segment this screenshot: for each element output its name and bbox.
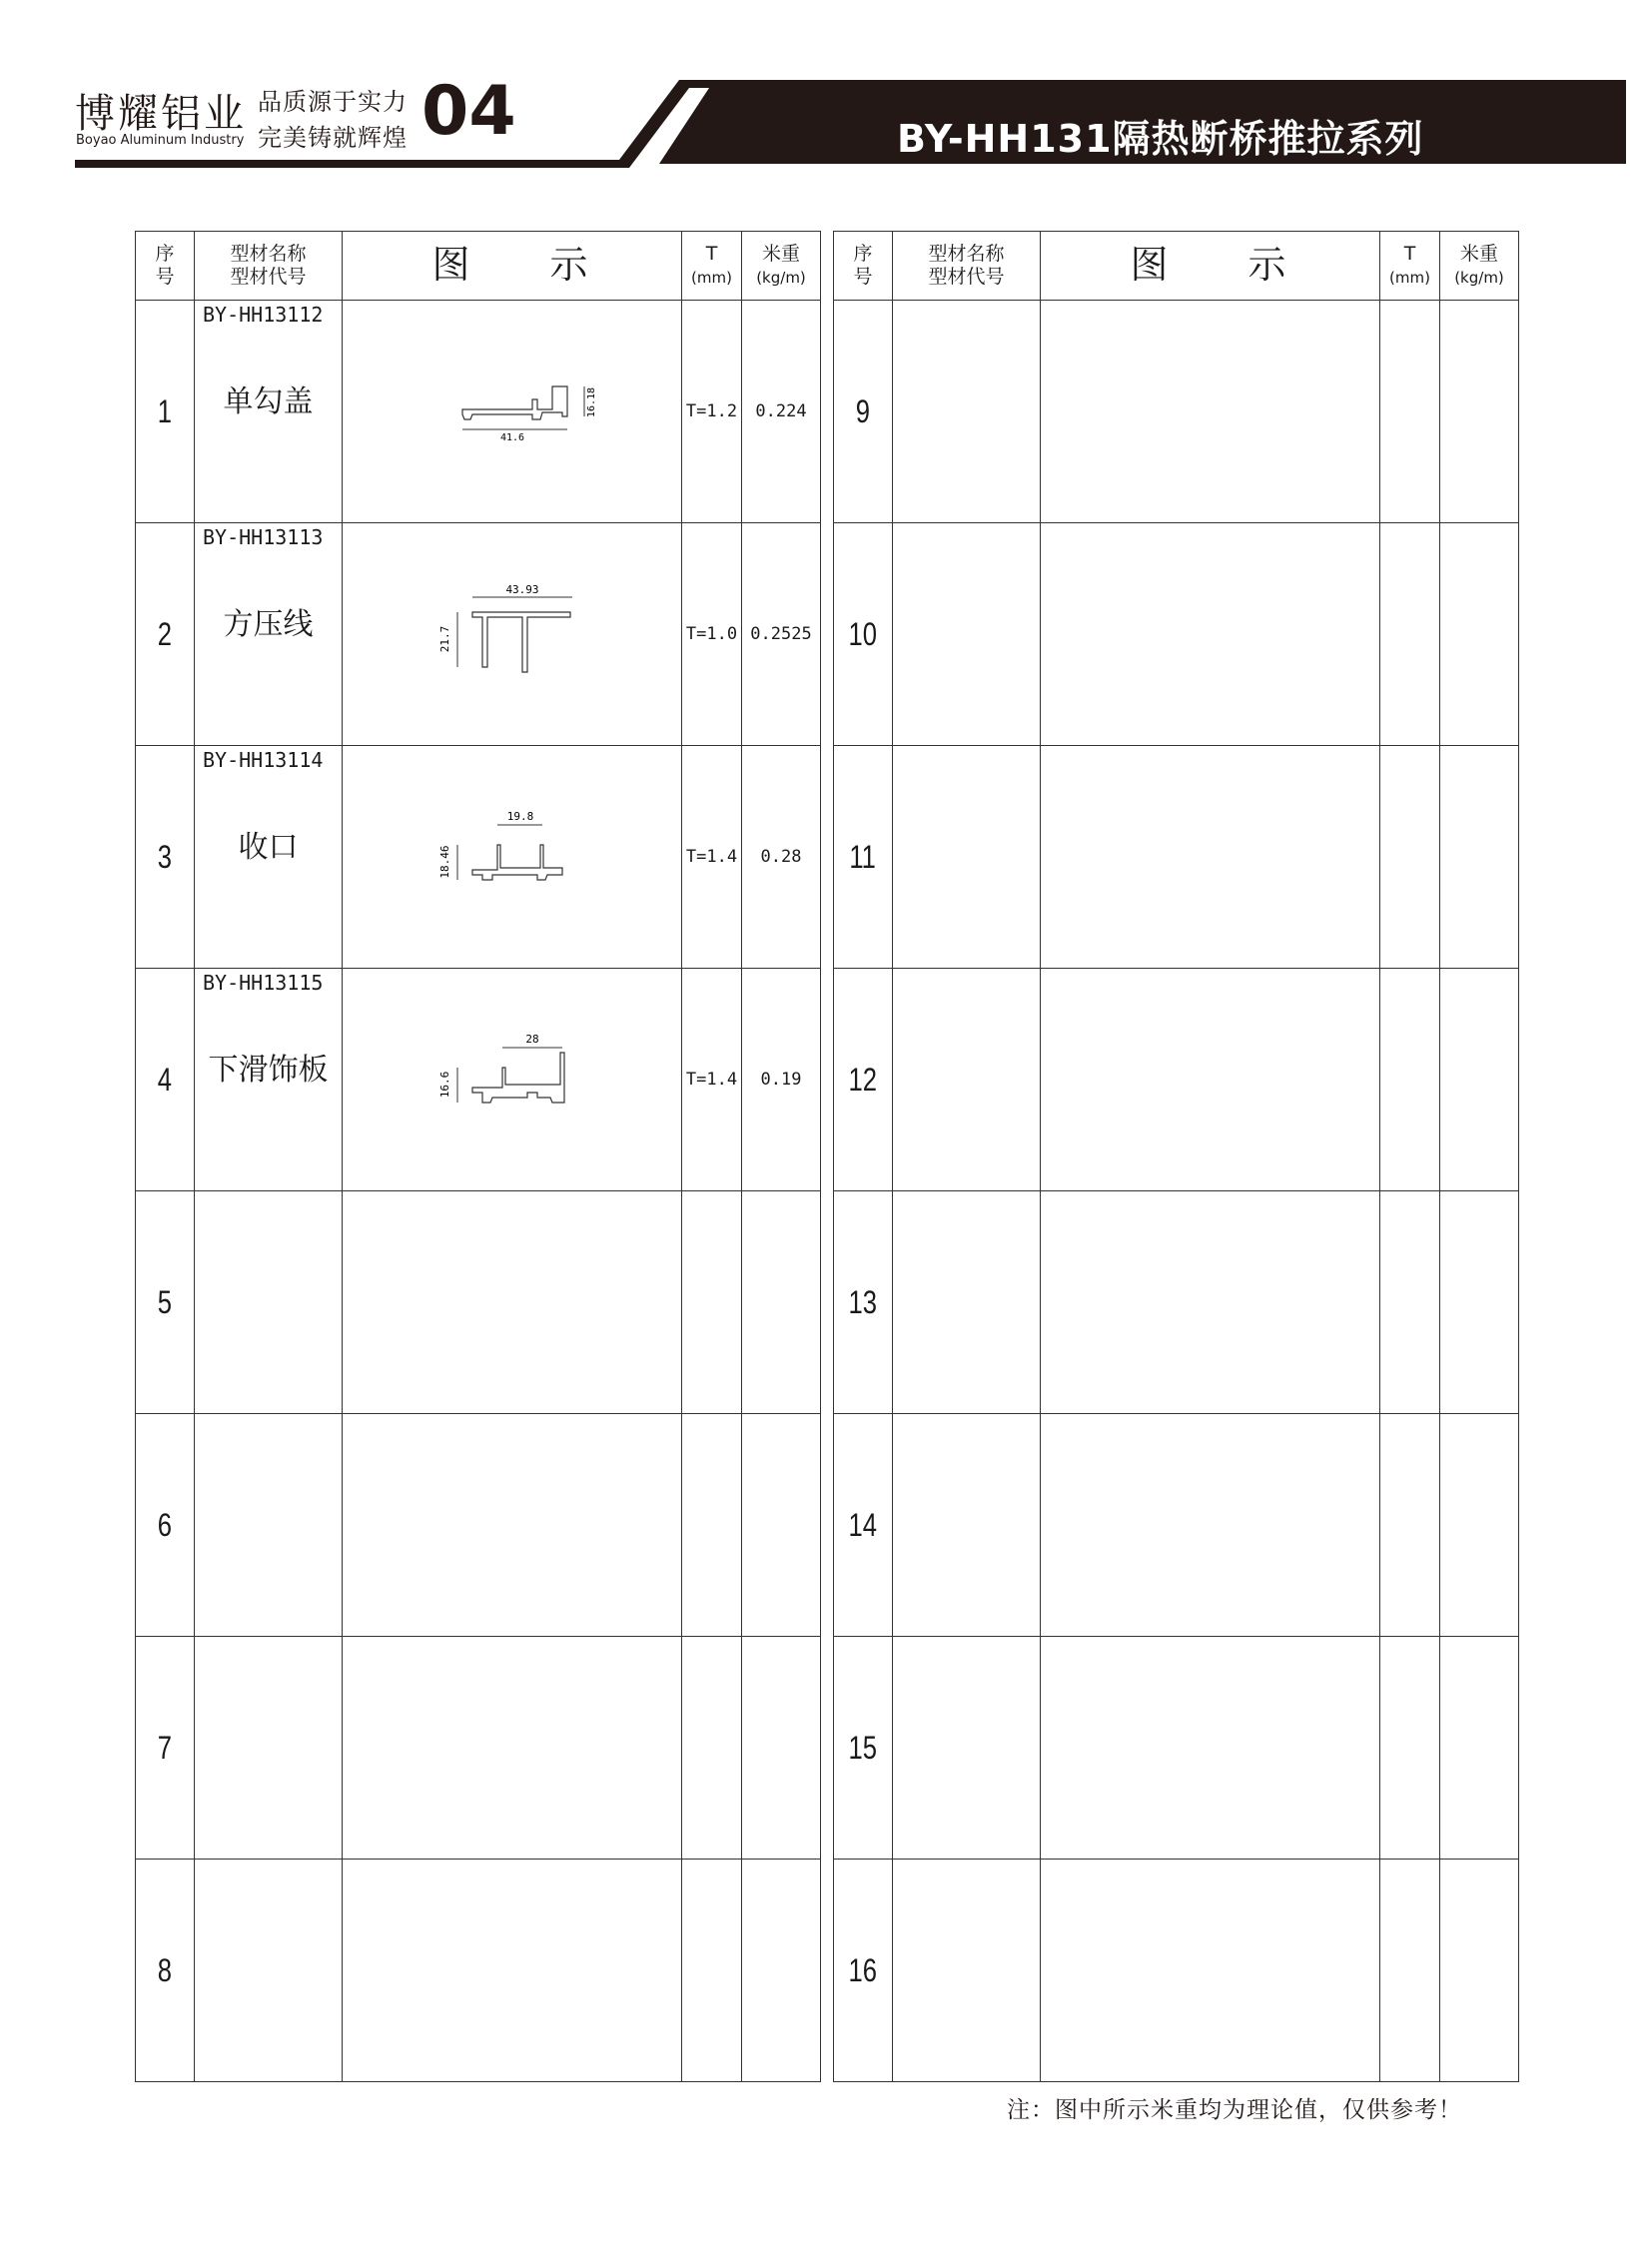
- svg-text:28: 28: [524, 1033, 539, 1046]
- brand-name-en: Boyao Aluminum Industry: [76, 133, 245, 148]
- header-weight: 米重 (kg/m): [1440, 232, 1519, 301]
- profile-code: BY-HH13114: [203, 748, 324, 772]
- table-row: [136, 301, 821, 523]
- slogan-line-1: 品质源于实力: [258, 88, 408, 116]
- header-banner-graphic: [0, 0, 1652, 200]
- svg-text:43.93: 43.93: [504, 583, 539, 596]
- table-row: [834, 746, 1519, 969]
- table-row: [136, 969, 821, 1191]
- footer-note: 注：图中所示米重均为理论值，仅供参考！: [1007, 2097, 1462, 2123]
- svg-text:16.18: 16.18: [585, 386, 597, 418]
- profile-name: 单勾盖: [223, 384, 314, 419]
- profile-drawing: [413, 577, 612, 687]
- row-number: 4: [157, 1061, 173, 1098]
- row-number: 7: [157, 1729, 173, 1766]
- row-number: 14: [848, 1506, 878, 1543]
- row-number: 10: [848, 615, 878, 652]
- table-header-row: [834, 232, 1519, 301]
- header-weight: 米重 (kg/m): [742, 232, 821, 301]
- header-image: 图 示: [1041, 232, 1380, 301]
- row-number: 5: [157, 1283, 173, 1320]
- table-row: [136, 523, 821, 746]
- page-header: [0, 0, 1652, 200]
- table-row: [834, 1860, 1519, 2082]
- header-image: 图 示: [343, 232, 682, 301]
- profile-drawing: [413, 1023, 612, 1132]
- profile-drawing: [413, 800, 612, 910]
- table-row: [834, 1637, 1519, 1860]
- header-thickness: T (mm): [682, 232, 742, 301]
- thickness-value: T=1.4: [685, 1070, 738, 1090]
- row-number: 9: [855, 392, 871, 429]
- svg-text:16.6: 16.6: [437, 1071, 451, 1099]
- profile-code: BY-HH13112: [203, 303, 324, 327]
- svg-text:21.7: 21.7: [437, 625, 451, 653]
- weight-value: 0.19: [760, 1070, 802, 1090]
- thickness-value: T=1.0: [685, 624, 738, 644]
- row-number: 12: [848, 1061, 878, 1098]
- table-row: [136, 1191, 821, 1414]
- row-number: 1: [157, 392, 173, 429]
- profile-code: BY-HH13115: [203, 971, 324, 995]
- profile-name: 收口: [238, 830, 299, 865]
- svg-text:19.8: 19.8: [506, 810, 533, 823]
- weight-value: 0.2525: [750, 624, 812, 644]
- table-row: [834, 301, 1519, 523]
- row-number: 6: [157, 1506, 173, 1543]
- slogan-line-2: 完美铸就辉煌: [258, 124, 408, 152]
- weight-value: 0.28: [760, 847, 802, 867]
- row-number: 2: [157, 615, 173, 652]
- row-number: 3: [157, 838, 173, 875]
- spec-table-right: [833, 231, 1519, 2082]
- row-number: 8: [157, 1951, 173, 1988]
- table-header-row: [136, 232, 821, 301]
- table-row: [136, 746, 821, 969]
- table-row: [834, 1414, 1519, 1637]
- thickness-value: T=1.4: [685, 847, 738, 867]
- row-number: 11: [849, 838, 877, 875]
- table-row: [136, 1860, 821, 2082]
- table-row: [136, 1637, 821, 1860]
- table-row: [834, 523, 1519, 746]
- profile-name: 下滑饰板: [208, 1053, 329, 1088]
- page-number: 04: [421, 72, 516, 151]
- row-number: 15: [848, 1729, 878, 1766]
- header-name-code: 型材名称 型材代号: [195, 232, 343, 301]
- svg-text:41.6: 41.6: [499, 432, 524, 443]
- row-number: 13: [848, 1283, 878, 1320]
- header-seq: 序 号: [834, 232, 893, 301]
- table-row: [834, 969, 1519, 1191]
- row-number: 16: [848, 1951, 878, 1988]
- header-thickness: T (mm): [1380, 232, 1440, 301]
- spec-table-left: [135, 231, 821, 2082]
- thickness-value: T=1.2: [685, 401, 738, 421]
- header-seq: 序 号: [136, 232, 195, 301]
- header-name-code: 型材名称 型材代号: [893, 232, 1041, 301]
- profile-name: 方压线: [223, 607, 314, 642]
- brand-name: 博耀铝业: [75, 91, 247, 137]
- profile-drawing: [413, 365, 612, 454]
- table-row: [834, 1191, 1519, 1414]
- series-title: BY-HH131隔热断桥推拉系列: [897, 117, 1424, 161]
- weight-value: 0.224: [755, 401, 807, 421]
- svg-text:18.46: 18.46: [437, 845, 451, 879]
- profile-code: BY-HH13113: [203, 525, 324, 549]
- table-row: [136, 1414, 821, 1637]
